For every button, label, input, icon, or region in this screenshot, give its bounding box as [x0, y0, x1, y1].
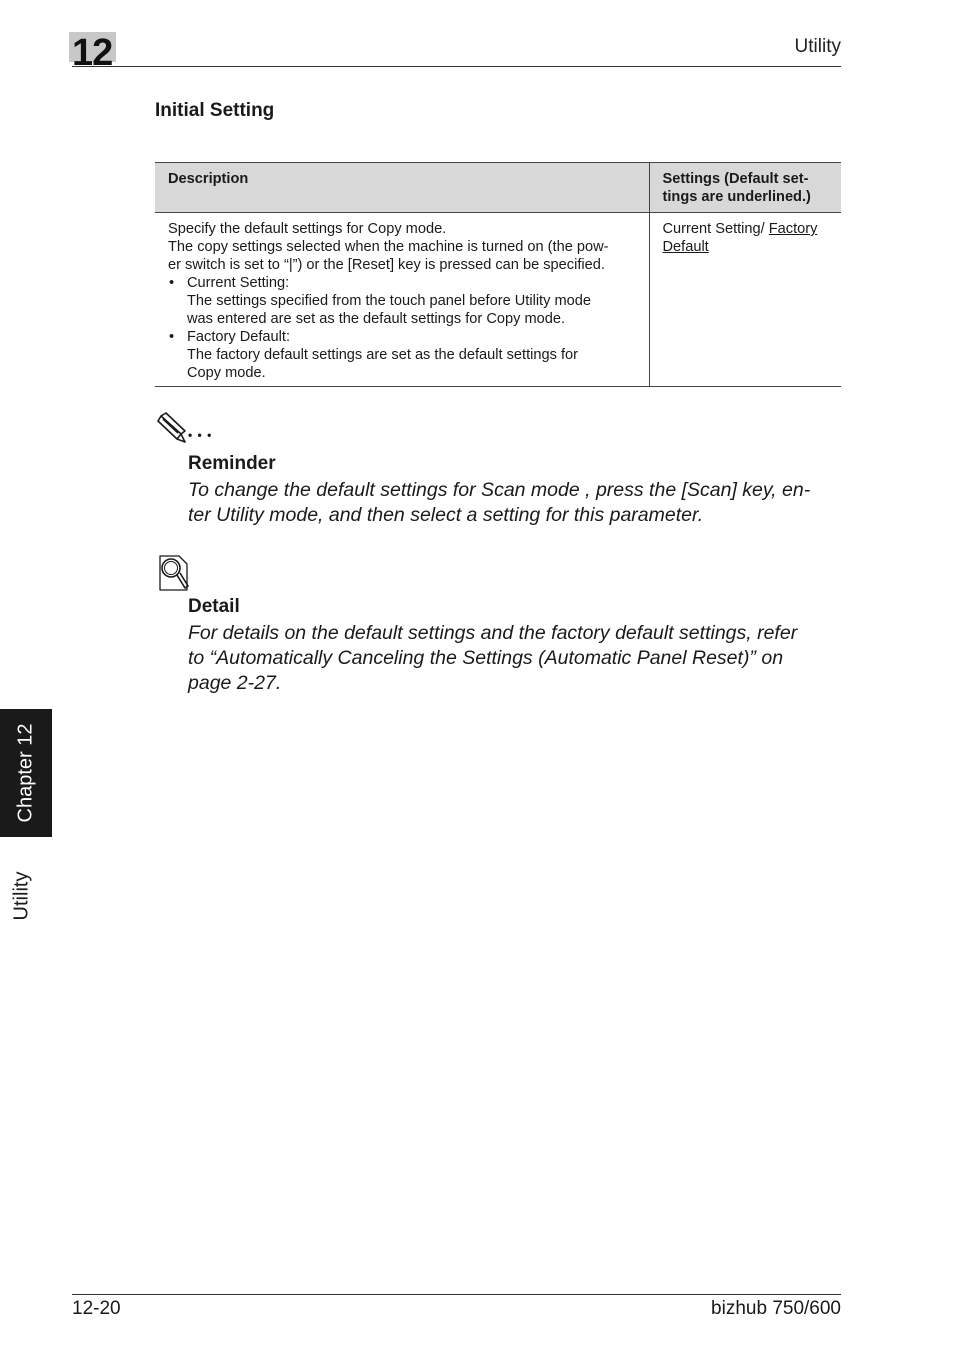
settings-table	[155, 162, 841, 387]
chapter-side-label: Chapter 12	[14, 723, 37, 823]
table-header-row	[155, 163, 841, 213]
header-rule	[72, 66, 841, 67]
reminder-text	[188, 478, 848, 528]
bullet-label: • Current Setting:	[187, 275, 290, 291]
description-line: er switch is set to “|”) or the [Reset] key is pressed can be specified.	[168, 257, 605, 273]
reminder-dots: • • •	[188, 428, 213, 442]
detail-text-line: page 2-27.	[188, 672, 282, 694]
bullet-current-setting	[168, 274, 637, 328]
header-settings-line2: tings are underlined.)	[662, 189, 811, 205]
running-header-title: Utility	[794, 36, 841, 57]
reminder-title: Reminder	[188, 453, 276, 474]
bullet-factory-default	[168, 328, 637, 382]
table-row	[155, 213, 841, 387]
settings-cell	[649, 213, 841, 387]
detail-text-line: For details on the default settings and the factory default settings, refer	[188, 622, 798, 644]
section-title: Initial Setting	[155, 100, 275, 121]
settings-current: Current Setting/	[662, 221, 769, 237]
description-line: The copy settings selected when the machine is turned on (the pow-	[168, 239, 609, 255]
reminder-text-line: ter Utility mode, and then select a setting for this parameter.	[188, 504, 704, 526]
page-number: 12-20	[72, 1298, 121, 1319]
description-cell	[155, 213, 649, 387]
reminder-text-line: To change the default settings for Scan mode , press the [Scan] key, en-	[188, 479, 811, 501]
header-settings-line1: Settings (Default set-	[662, 171, 809, 187]
detail-text-line: to “Automatically Canceling the Settings (Automatic Panel Reset)” on	[188, 647, 784, 669]
footer-rule	[72, 1294, 841, 1295]
magnifier-icon	[157, 554, 191, 592]
bullet-text: Copy mode.	[187, 365, 266, 381]
pencil-icon	[157, 412, 191, 444]
settings-default-underlined: Default	[662, 239, 709, 255]
chapter-number: 12	[72, 32, 113, 74]
header-settings	[649, 163, 841, 213]
header-description: Description	[155, 163, 649, 213]
section-side-label: Utility	[10, 871, 33, 921]
description-line: Specify the default settings for Copy mode.	[168, 221, 447, 237]
product-name: bizhub 750/600	[711, 1298, 841, 1319]
description-bullets	[168, 274, 637, 382]
bullet-label: • Factory Default:	[187, 329, 291, 345]
detail-text	[188, 621, 848, 696]
bullet-text: The factory default settings are set as the default settings for	[187, 347, 579, 363]
bullet-text: was entered are set as the default settings for Copy mode.	[187, 311, 566, 327]
settings-default-underlined: Factory	[768, 221, 818, 237]
bullet-text: The settings specified from the touch panel before Utility mode	[187, 293, 591, 309]
detail-title: Detail	[188, 596, 240, 617]
